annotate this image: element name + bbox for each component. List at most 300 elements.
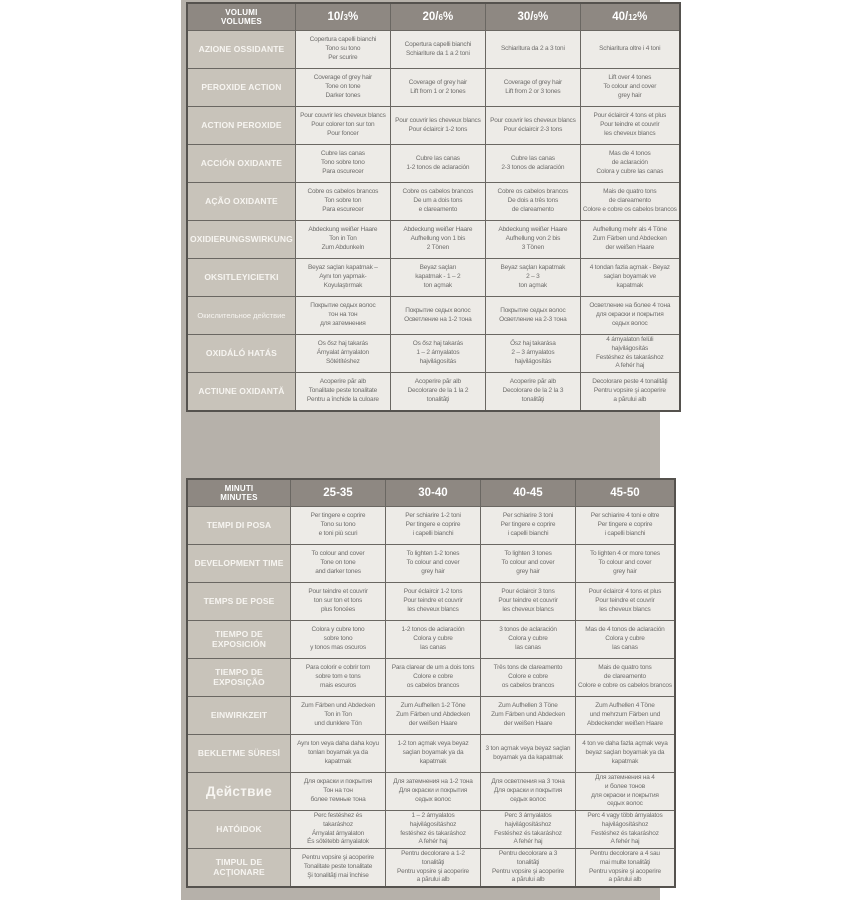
table-cell — [485, 297, 580, 335]
cell-line: Осветление на 2-3 тона — [499, 315, 567, 323]
minutes-table-title — [187, 479, 291, 507]
title-line: MINUTI — [224, 484, 254, 493]
cell-line: tonları boyamak ya da — [308, 749, 368, 757]
row-label: AZIONE OSSIDANTE — [187, 31, 295, 69]
table-cell — [485, 221, 580, 259]
cell-line: Per tingere e coprire — [405, 521, 461, 529]
cell-line: festéshez és takaráshoz — [400, 829, 466, 837]
table-cell — [580, 335, 679, 373]
cell-line: Pentru vopsire şi acoperire — [492, 867, 564, 875]
row-label: Окислительное действие — [187, 297, 295, 335]
cell-line: Abdeckung weißer Haare — [308, 226, 378, 234]
cell-line: To colour and cover — [311, 550, 365, 558]
cell-line: Três tons de clareamento — [493, 664, 563, 672]
table-cell — [295, 297, 390, 335]
cell-line: sobre tono — [323, 635, 353, 643]
title-line: VOLUMI — [225, 8, 258, 17]
cell-line: Tono su tono — [320, 521, 356, 529]
cell-line: Lift from 1 or 2 tones — [410, 87, 466, 95]
cell-line: Pentru decolorare a 1-2 — [401, 849, 465, 857]
cell-line: os cabelos brancos — [501, 681, 555, 689]
table-cell — [481, 659, 576, 697]
cell-line: Abdeckender weißen Haare — [587, 719, 663, 727]
cell-line: Lift from 2 or 3 tones — [505, 87, 561, 95]
cell-line: Mais de quatro tons — [603, 188, 657, 196]
row-label: BEKLETME SÜRESİ — [187, 735, 291, 773]
cell-line: Ősz haj takarása — [510, 340, 556, 348]
table-cell — [580, 145, 679, 183]
cell-line: Per tingere e coprire — [597, 521, 653, 529]
cell-line: os cabelos brancos — [406, 681, 460, 689]
cell-line: Beyaz saçları kapatmak – — [308, 264, 378, 272]
cell-line: der weißen Haare — [408, 719, 458, 727]
cell-line: les cheveux blancs — [502, 605, 554, 613]
cell-line: Ton in Ton — [324, 711, 352, 719]
cell-line: Cubre las canas — [320, 150, 365, 158]
table-cell — [485, 259, 580, 297]
table-cell — [386, 849, 481, 888]
table-row — [187, 659, 675, 697]
cell-line: Для осветления на 3 тона — [491, 778, 565, 786]
table-row — [187, 545, 675, 583]
table-row — [187, 373, 680, 412]
table-cell — [580, 221, 679, 259]
cell-line: 3 ton açmak veya beyaz saçları — [485, 744, 571, 752]
cell-line: Copertura capelli bianchi — [404, 40, 472, 48]
cell-line: Colore e cobre os cabelos brancos — [582, 205, 677, 213]
title-line: MINUTES — [220, 493, 258, 502]
table-cell — [291, 583, 386, 621]
cell-line: Для окраски и покрытия — [493, 787, 563, 795]
cell-line: 1-2 ton açmak veya beyaz — [397, 740, 469, 748]
cell-line: hajvilágosítás — [419, 357, 457, 365]
cell-line: Schiariture da 1 a 2 toni — [406, 49, 470, 57]
cell-line: Coverage of grey hair — [313, 74, 373, 82]
cell-line: A fehér haj — [615, 362, 645, 370]
cell-line: Zum Färben und Abdecken — [592, 235, 667, 243]
volumes-table-title — [187, 3, 295, 31]
cell-line: Осветление на 1-2 тона — [404, 315, 472, 323]
cell-line: Beyaz saçları kapatmak — [500, 264, 566, 272]
table-row — [187, 145, 680, 183]
cell-line: kapatmak - 1 – 2 — [415, 273, 461, 281]
cell-line: Perc festéshez és — [313, 811, 363, 819]
cell-line: i capelli bianchi — [507, 529, 549, 537]
cell-line: 3 tonos de aclaración — [499, 626, 557, 634]
table-cell — [295, 107, 390, 145]
table-cell — [481, 849, 576, 888]
table-cell — [580, 31, 679, 69]
cell-line: Cubre las canas — [510, 154, 555, 162]
cell-line: Colora y cubre — [605, 635, 645, 643]
table-row — [187, 259, 680, 297]
cell-line: Для затемнения на 4 — [595, 773, 655, 781]
cell-line: a părului alb — [416, 876, 450, 884]
table-cell — [576, 507, 675, 545]
cell-line: las canas — [515, 643, 541, 651]
table-cell — [481, 507, 576, 545]
cell-line: Pentru decolorare a 3 — [498, 849, 558, 857]
cell-line: 4 ton ve daha fazla açmak veya — [582, 740, 668, 748]
peroxide-percent-sub: 3 — [343, 13, 348, 22]
table-cell — [295, 259, 390, 297]
cell-line: To colour and cover — [406, 559, 460, 567]
volumes-table-column-header-0: 10/3% — [295, 3, 390, 31]
cell-line: sobre tom e tons — [315, 673, 361, 681]
table-cell — [576, 849, 675, 888]
table-cell — [295, 373, 390, 412]
cell-line: Mas de 4 tonos de aclaración — [585, 626, 665, 634]
cell-line: Zum Aufhellen 1-2 Töne — [400, 702, 466, 710]
cell-line: седых волос — [607, 800, 643, 808]
table-cell — [390, 335, 485, 373]
row-label: AÇÃO OXIDANTE — [187, 183, 295, 221]
volumes-table-column-header-2: 30/9% — [485, 3, 580, 31]
cell-line: Pentru vopsire şi acoperire — [593, 387, 666, 395]
cell-line: y tonos mas oscuros — [310, 643, 366, 651]
cell-line: Aynı ton yapmak- — [319, 273, 367, 281]
cell-line: Aufhellung von 2 bis — [505, 235, 561, 243]
cell-line: Coverage of grey hair — [503, 78, 563, 86]
minutes-table-header-row — [187, 479, 675, 507]
cell-line: de aclaración — [611, 159, 648, 167]
table-cell — [386, 507, 481, 545]
table-cell — [485, 145, 580, 183]
minutes-table-column-header-3: 45-50 — [576, 479, 675, 507]
table-cell — [390, 297, 485, 335]
table-cell — [390, 373, 485, 412]
table-cell — [576, 811, 675, 849]
table-row — [187, 221, 680, 259]
cell-line: Тон на тон — [323, 787, 353, 795]
cell-line: и более тонов — [604, 782, 645, 790]
table-cell — [485, 373, 580, 412]
cell-line: Pour couvrir les cheveux blancs — [395, 116, 481, 124]
cell-line: Pour éclaircir 4 tons et plus — [588, 588, 662, 596]
cell-line: Zum Färben und Abdecken — [301, 702, 375, 710]
cell-line: седых волос — [510, 795, 546, 803]
cell-line: 1 – 2 árnyalatos — [411, 811, 455, 819]
cell-line: las canas — [420, 643, 446, 651]
cell-line: To colour and cover — [603, 83, 657, 91]
table-cell — [576, 583, 675, 621]
row-label: TEMPI DI POSA — [187, 507, 291, 545]
cell-line: Tonalitate peste tonalitate — [303, 863, 373, 871]
table-row — [187, 297, 680, 335]
cell-line: для окраски и покрытия — [591, 791, 659, 799]
cell-line: для окраски и покрытия — [596, 311, 664, 319]
table-cell — [295, 335, 390, 373]
cell-line: To colour and cover — [501, 559, 555, 567]
cell-line: De dois a três tons — [507, 197, 559, 205]
cell-line: Zum Färben und Abdecken — [491, 711, 565, 719]
minutes-table — [186, 478, 676, 888]
cell-line: Darker tones — [325, 91, 361, 99]
cell-line: De um a dois tons — [413, 197, 463, 205]
cell-line: Осветление на более 4 тона — [589, 302, 671, 310]
cell-line: тон на тон — [328, 311, 358, 319]
row-label: ACTIUNE OXIDANTĂ — [187, 373, 295, 412]
table-row — [187, 69, 680, 107]
cell-line: i capelli bianchi — [412, 529, 454, 537]
cell-line: der weißen Haare — [605, 243, 655, 251]
cell-line: 4 tondan fazla açmak - Beyaz — [589, 264, 670, 272]
row-label: TIEMPO DE EXPOSIÇÃO — [187, 659, 291, 697]
table-cell — [291, 849, 386, 888]
cell-line: tonalităţi — [426, 395, 449, 403]
cell-line: Pour éclaircir 1-2 tons — [403, 588, 463, 596]
cell-line: tonalităţi — [521, 395, 544, 403]
cell-line: Os ősz haj takarás — [412, 340, 463, 348]
cell-line: a părului alb — [608, 876, 642, 884]
cell-line: 2-3 tonos de aclaración — [501, 163, 565, 171]
table-row — [187, 31, 680, 69]
table-row — [187, 335, 680, 373]
row-label: EINWIRKZEIT — [187, 697, 291, 735]
cell-line: Sötétítéshez — [325, 357, 360, 365]
cell-line: Cubre las canas — [415, 154, 460, 162]
table-cell — [576, 735, 675, 773]
cell-line: tonalităţi — [516, 858, 540, 866]
row-label: ACCIÓN OXIDANTE — [187, 145, 295, 183]
cell-line: Acoperire păr alb — [414, 378, 461, 386]
cell-line: Schiaritura da 2 a 3 toni — [501, 45, 565, 53]
table-row — [187, 773, 675, 811]
table-cell — [291, 811, 386, 849]
cell-line: Pentru a închide la culoare — [306, 395, 379, 403]
cell-line: Ton in Ton — [329, 235, 357, 243]
cell-line: Ton sobre ton — [324, 197, 362, 205]
table-cell — [580, 69, 679, 107]
cell-line: und mehrzum Färben und — [589, 711, 661, 719]
table-cell — [386, 583, 481, 621]
cell-line: Abdeckung weißer Haare — [498, 226, 568, 234]
table-cell — [390, 107, 485, 145]
table-cell — [576, 621, 675, 659]
cell-line: Покрытие седых волос — [405, 306, 471, 314]
cell-line: Pour éclaircir 2-3 tons — [503, 125, 563, 133]
cell-line: Mais de quatro tons — [598, 664, 652, 672]
peroxide-percent-sub: 9 — [533, 13, 538, 22]
row-label: OXIDIERUNGSWIRKUNG — [187, 221, 295, 259]
cell-line: und dunklere Tön — [314, 719, 362, 727]
cell-line: Decolorare de la 2 la 3 — [502, 387, 564, 395]
title-line: VOLUMES — [220, 17, 262, 26]
table-cell — [291, 735, 386, 773]
cell-line: Tone on tone — [320, 559, 356, 567]
table-cell — [580, 297, 679, 335]
peroxide-percent-sub: 6 — [438, 13, 443, 22]
cell-line: Per schiarire 3 toni — [502, 512, 554, 520]
cell-line: Tonalitate peste tonalitate — [308, 387, 378, 395]
cell-line: Cobre os cabelos brancos — [497, 188, 569, 196]
table-cell — [481, 773, 576, 811]
cell-line: Tono sobre tono — [321, 159, 365, 167]
cell-line: Colora y cubre — [508, 635, 548, 643]
row-label: Действие — [187, 773, 291, 811]
cell-line: Árnyalat árnyalaton — [311, 829, 365, 837]
cell-line: las canas — [612, 643, 638, 651]
cell-line: Tono su tono — [325, 45, 361, 53]
cell-line: Colore e cobre os cabelos brancos — [578, 681, 672, 689]
cell-line: To lighten 4 or more tones — [589, 550, 660, 558]
cell-line: de clareamento — [511, 205, 554, 213]
cell-line: Pour éclaircir 1-2 tons — [408, 125, 468, 133]
table-cell — [576, 545, 675, 583]
table-cell — [295, 183, 390, 221]
cell-line: Aufhellung mehr als 4 Töne — [592, 226, 667, 234]
cell-line: Zum Färben und Abdecken — [396, 711, 470, 719]
cell-line: Для затемнения на 1-2 тона — [393, 778, 473, 786]
cell-line: To lighten 3 tones — [504, 550, 552, 558]
cell-line: Mas de 4 tonos — [608, 150, 651, 158]
cell-line: ton açmak — [423, 281, 452, 289]
cell-line: Pour teindre et couvrir — [403, 597, 463, 605]
cell-line: Şi tonalităţi mai închise — [307, 871, 369, 879]
table-cell — [386, 697, 481, 735]
cell-line: Per scurire — [328, 53, 358, 61]
cell-line: beyaz saçları boyamak ya da — [585, 749, 665, 757]
cell-line: der weißen Haare — [503, 719, 553, 727]
cell-line: kapatmak — [419, 757, 447, 765]
cell-line: e clareamento — [418, 205, 458, 213]
cell-line: hajvilágosításhoz — [409, 820, 457, 828]
cell-line: Pour teindre et couvrir — [308, 588, 368, 596]
cell-line: 1-2 tonos de aclaración — [406, 163, 470, 171]
cell-line: 1 – 2 árnyalatos — [416, 349, 460, 357]
cell-line: 2 – 3 árnyalatos — [511, 349, 555, 357]
table-cell — [485, 31, 580, 69]
table-cell — [386, 545, 481, 583]
cell-line: Copertura capelli bianchi — [309, 36, 377, 44]
cell-line: les cheveux blancs — [407, 605, 459, 613]
cell-line: Perc 4 vagy több árnyalatos — [587, 811, 663, 819]
cell-line: Pour teindre et couvrir — [595, 597, 655, 605]
table-cell — [481, 735, 576, 773]
cell-line: Pour couvrir les cheveux blancs — [490, 116, 576, 124]
cell-line: Zum Aufhellen 4 Töne — [595, 702, 655, 710]
cell-line: Lift over 4 tones — [608, 74, 652, 82]
table-cell — [485, 335, 580, 373]
cell-line: ton sur ton et tons — [313, 597, 363, 605]
table-cell — [291, 697, 386, 735]
table-cell — [386, 735, 481, 773]
cell-line: les cheveux blancs — [604, 129, 656, 137]
cell-line: 2 – 3 — [526, 273, 540, 281]
cell-line: Perc 3 árnyalatos — [504, 811, 552, 819]
row-label: HATÓIDOK — [187, 811, 291, 849]
cell-line: kapatmak — [616, 281, 644, 289]
cell-line: hajvilágosítás — [514, 357, 552, 365]
table-row — [187, 697, 675, 735]
volumes-table — [186, 2, 681, 412]
cell-line: Pentru decolorare a 4 sau — [590, 849, 660, 857]
cell-line: saçları boyamak ve — [603, 273, 656, 281]
table-cell — [580, 373, 679, 412]
table-cell — [481, 583, 576, 621]
cell-line: i capelli bianchi — [604, 529, 646, 537]
table-cell — [295, 145, 390, 183]
cell-line: Per schiarire 4 toni e oltre — [590, 512, 660, 520]
volumes-table-column-header-1: 20/6% — [390, 3, 485, 31]
table-cell — [386, 659, 481, 697]
cell-line: Decolorare peste 4 tonalităţi — [592, 378, 668, 386]
table-cell — [576, 659, 675, 697]
cell-line: mai multe tonalităţi — [599, 858, 651, 866]
cell-line: Para escurecer — [322, 205, 364, 213]
cell-line: Pour éclaircir 4 tons et plus — [593, 112, 667, 120]
table-row — [187, 107, 680, 145]
cell-line: hajvilágosítás — [611, 344, 649, 352]
minutes-table-column-header-0: 25-35 — [291, 479, 386, 507]
cell-line: Colore e cobre — [508, 673, 548, 681]
table-cell — [291, 659, 386, 697]
cell-line: e toni più scuri — [318, 529, 358, 537]
cell-line: les cheveux blancs — [599, 605, 651, 613]
cell-line: Zum Abdunkeln — [321, 243, 365, 251]
cell-line: boyamak ya da kapatmak — [493, 753, 563, 761]
cell-line: Árnyalat árnyalaton — [316, 349, 369, 357]
cell-line: 4 árnyalaton felüli — [606, 335, 654, 343]
table-cell — [580, 107, 679, 145]
table-cell — [291, 507, 386, 545]
row-label: PEROXIDE ACTION — [187, 69, 295, 107]
cell-line: Colora y cubre las canas — [596, 167, 664, 175]
cell-line: Para colorir e cobrir tom — [305, 664, 371, 672]
cell-line: Para clarear de um a dois tons — [391, 664, 475, 672]
cell-line: седых волос — [415, 795, 451, 803]
cell-line: kapatmak — [324, 757, 352, 765]
table-cell — [390, 259, 485, 297]
table-cell — [580, 259, 679, 297]
table-row — [187, 735, 675, 773]
row-label: TIEMPO DE EXPOSICIÓN — [187, 621, 291, 659]
table-cell — [390, 69, 485, 107]
cell-line: Tone on tone — [325, 83, 361, 91]
cell-line: Pour couvrir les cheveux blancs — [300, 112, 386, 120]
cell-line: Cobre os cabelos brancos — [402, 188, 474, 196]
cell-line: hajvilágosításhoz — [601, 820, 649, 828]
row-label: DEVELOPMENT TIME — [187, 545, 291, 583]
minutes-table-column-header-2: 40-45 — [481, 479, 576, 507]
cell-line: Покрытие седых волос — [310, 302, 376, 310]
table-cell — [295, 221, 390, 259]
table-cell — [481, 811, 576, 849]
cell-line: Pour teindre et couvrir — [600, 121, 660, 129]
cell-line: Aufhellung von 1 bis — [410, 235, 466, 243]
row-label: TEMPS DE POSE — [187, 583, 291, 621]
table-cell — [291, 773, 386, 811]
table-row — [187, 583, 675, 621]
cell-line: Pour foncer — [327, 129, 359, 137]
cell-line: A fehér haj — [418, 838, 448, 846]
table-cell — [386, 773, 481, 811]
cell-line: plus foncées — [320, 605, 356, 613]
table-cell — [481, 621, 576, 659]
cell-line: Per tingere e coprire — [310, 512, 366, 520]
cell-line: Покрытие седых волос — [500, 306, 566, 314]
cell-line: Pentru vopsire şi acoperire — [588, 867, 661, 875]
cell-line: Pour éclaircir 3 tons — [501, 588, 555, 596]
cell-line: És sötétebb árnyalatok — [307, 838, 369, 846]
table-cell — [386, 811, 481, 849]
volumes-table-column-header-3: 40/12% — [580, 3, 679, 31]
cell-line: Para oscurecer — [322, 167, 364, 175]
cell-line: Acoperire păr alb — [319, 378, 366, 386]
cell-line: hajvilágosításhoz — [504, 820, 552, 828]
cell-line: de clareamento — [603, 673, 646, 681]
table-cell — [291, 621, 386, 659]
